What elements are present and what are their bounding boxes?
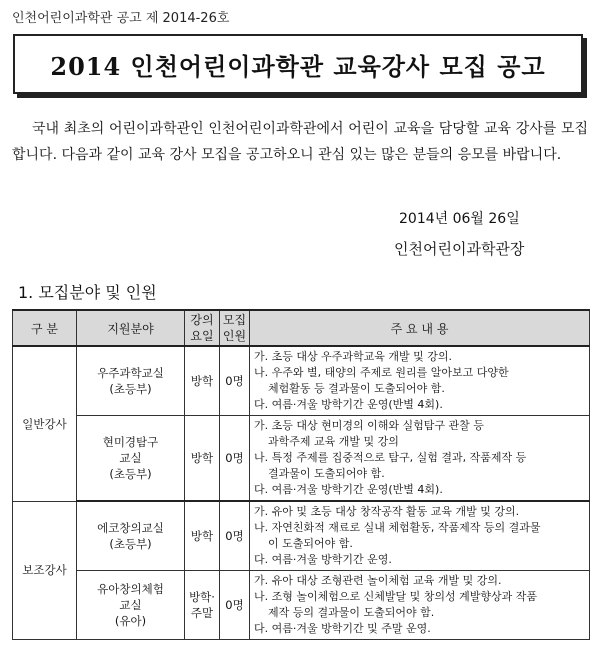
header-lecture-line2: 요일 <box>190 329 214 343</box>
field-cell <box>77 416 185 502</box>
field-line: 에코창의교실 <box>97 521 164 535</box>
content-line: 과학주제 교육 개발 및 강의 <box>268 435 399 448</box>
field-line: 교실 <box>119 598 142 612</box>
field-cell <box>77 501 185 571</box>
header-recruit-line2: 인원 <box>222 329 247 343</box>
content-line: 결과물이 도출되어야 함. <box>268 467 385 480</box>
content-line: 제작 등의 결과물이 도출되어야 함. <box>268 606 435 619</box>
table-row <box>13 416 590 502</box>
header-recruit-line1: 모집 <box>222 313 247 327</box>
intro-paragraph: 국내 최초의 어린이과학관인 인천어린이과학관에서 어린이 교육을 담당할 교육 강사를 모집합니다. 다음과 같이 교육 강사 모집을 공고하오니 관심 있는 많은 분들의 응모를 바랍니다. <box>12 121 588 163</box>
day-cell <box>185 571 220 640</box>
field-line: (초등부) <box>109 467 152 481</box>
table-row <box>13 501 590 571</box>
recruitment-table <box>12 309 590 640</box>
field-line: (초등부) <box>109 382 152 396</box>
announcement-date: 2014년 06월 26일 <box>399 211 520 227</box>
content-line: 가. 초등 대상 우주과학교육 개발 및 강의. <box>254 350 452 363</box>
header-recruit-count <box>220 310 250 346</box>
page-title: 2014 인천어린이과학관 교육강사 모집 공고 <box>50 51 546 81</box>
day-line: 주말 <box>190 606 214 620</box>
content-line: 가. 초등 대상 현미경의 이해와 실험탐구 관찰 등 <box>254 419 484 432</box>
content-cell <box>250 501 590 571</box>
header-lecture-line1: 강의 <box>190 313 214 327</box>
field-cell <box>77 571 185 640</box>
count-cell: 0명 <box>220 501 250 571</box>
content-line: 체험활동 등 결과물이 도출되어야 함. <box>268 382 445 395</box>
content-line: 나. 자연친화적 재료로 실내 체험활동, 작품제작 등의 결과물 <box>254 521 541 534</box>
field-line: 유아창의체험 <box>97 582 164 596</box>
day-cell: 방학 <box>185 416 220 502</box>
title-box <box>13 34 583 94</box>
content-line: 다. 여름·겨울 방학기간 및 주말 운영. <box>254 622 431 635</box>
table-row <box>13 571 590 640</box>
section-title: 1. 모집분야 및 인원 <box>18 283 157 302</box>
content-cell <box>250 571 590 640</box>
field-line: (유아) <box>114 614 147 628</box>
content-cell <box>250 346 590 416</box>
count-cell: 0명 <box>220 346 250 416</box>
field-line: 우주과학교실 <box>97 366 164 380</box>
header-category: 구 분 <box>13 310 77 346</box>
count-cell: 0명 <box>220 416 250 502</box>
header-field: 지원분야 <box>77 310 185 346</box>
day-line: 방학· <box>189 590 215 604</box>
header-lecture-day <box>185 310 220 346</box>
content-line: 이 도출되어야 함. <box>268 537 353 550</box>
content-line: 다. 여름·겨울 방학기간 운영(반별 4회). <box>254 398 443 411</box>
field-line: 현미경탐구 <box>102 435 159 449</box>
content-line: 다. 여름·겨울 방학기간 운영. <box>254 553 392 566</box>
category-cell: 일반강사 <box>13 346 77 501</box>
category-cell: 보조강사 <box>13 501 77 640</box>
field-line: 교실 <box>119 451 142 465</box>
content-line: 나. 특정 주제를 집중적으로 탐구, 실험 결과, 작품제작 등 <box>254 451 527 464</box>
content-line: 가. 유아 및 초등 대상 창작공작 활동 교육 개발 및 강의. <box>254 505 520 518</box>
table-row <box>13 346 590 416</box>
field-line: (초등부) <box>109 537 152 551</box>
notice-number: 인천어린이과학관 공고 제 2014-26호 <box>12 11 230 26</box>
day-cell: 방학 <box>185 501 220 571</box>
signature: 인천어린이과학관장 <box>394 240 525 258</box>
field-cell <box>77 346 185 416</box>
content-line: 나. 조형 놀이체험으로 신체발달 및 창의성 계발향상과 작품 <box>254 590 537 603</box>
header-content: 주 요 내 용 <box>250 310 590 346</box>
content-line: 나. 우주와 별, 태양의 주제로 원리를 알아보고 다양한 <box>254 366 509 379</box>
content-line: 다. 여름·겨울 방학기간 운영(반별 4회). <box>254 483 443 496</box>
content-cell <box>250 416 590 502</box>
day-cell: 방학 <box>185 346 220 416</box>
count-cell: 0명 <box>220 571 250 640</box>
content-line: 가. 유아 대상 조형관련 놀이체험 교육 개발 및 강의. <box>254 574 502 587</box>
